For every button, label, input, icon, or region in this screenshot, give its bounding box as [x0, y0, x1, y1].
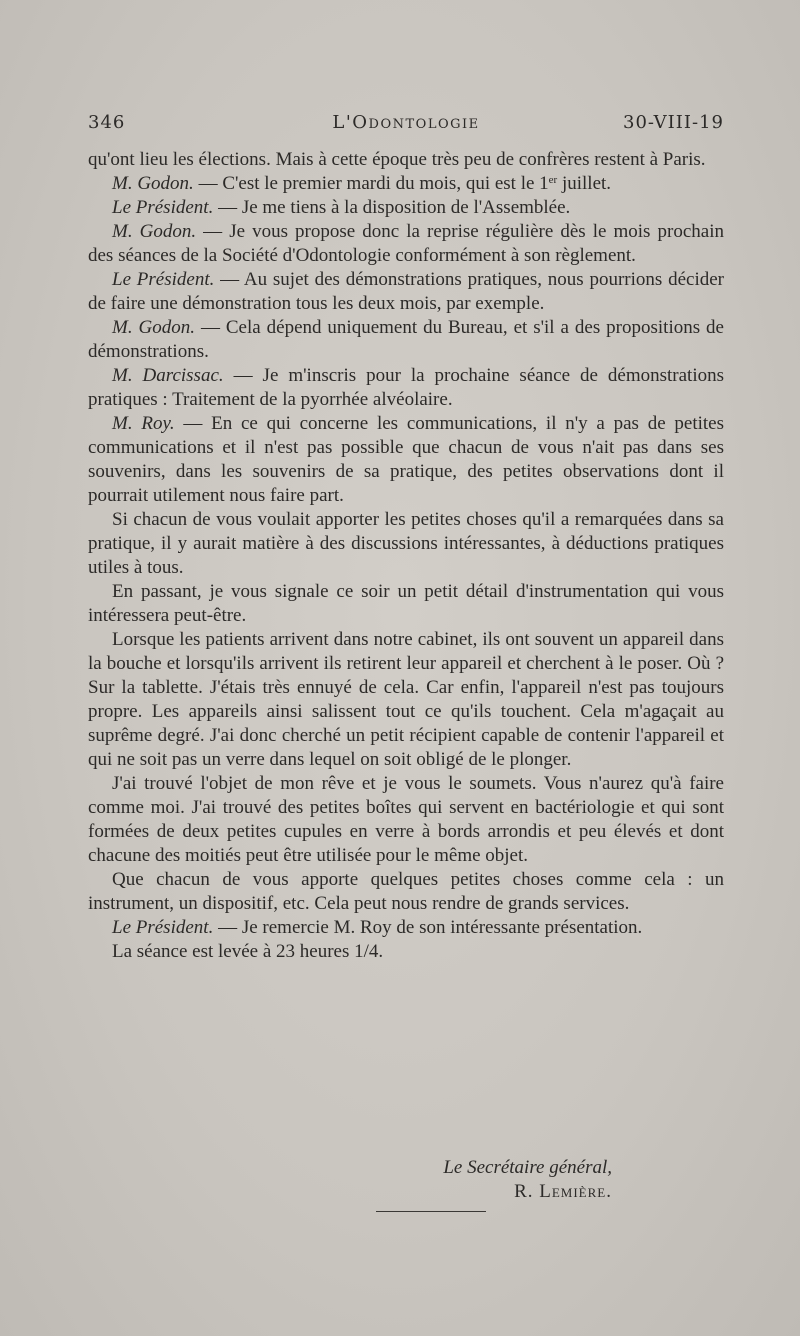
page [88, 112, 724, 1232]
paragraph: qu'ont lieu les élections. Mais à cette époque très peu de confrères restent à Paris. [88, 149, 706, 170]
paragraph: J'ai trouvé l'objet de mon rêve et je vous le soumets. Vous n'aurez qu'à faire comme moi. J'ai trouvé des petites boîtes qui servent en bactériologie et qui sont formées de deux petites cupules en verre à bords arrondis et peu élevés et dont chacune des moitiés peut être utilisée pour le même objet. [88, 773, 724, 866]
journal-title: L'Odontologie [332, 112, 480, 133]
speaker: Le Président. [112, 917, 214, 938]
speaker: M. Godon. [112, 221, 197, 242]
speaker: Le Président. [112, 269, 215, 290]
paragraph: M. Godon. — Je vous propose donc la reprise régulière dès le mois prochain des séances de la Société d'Odontologie conformément à son règlement. [88, 221, 724, 266]
paragraph: Si chacun de vous voulait apporter les petites choses qu'il a remarquées dans sa pratique, il y aurait matière à des discussions intéressantes, à déductions pratiques utiles à tous. [88, 509, 724, 578]
speaker: M. Godon. [112, 317, 195, 338]
paragraph: Le Président. — Au sujet des démonstrations pratiques, nous pourrions décider de faire une démonstration tous les deux mois, par exemple. [88, 269, 724, 314]
paragraph: Que chacun de vous apporte quelques petites choses comme cela : un instrument, un dispositif, etc. Cela peut nous rendre de grands services. [88, 869, 724, 914]
page-number: 346 [88, 112, 126, 133]
paragraph: M. Godon. — Cela dépend uniquement du Bureau, et s'il a des propositions de démonstrations. [88, 317, 724, 362]
article-body [88, 148, 724, 964]
paragraph: La séance est levée à 23 heures 1/4. [112, 941, 384, 962]
speaker: M. Godon. [112, 173, 194, 194]
signature-name: R. Lemière. [514, 1181, 612, 1202]
paragraph: Le Président. — Je me tiens à la disposition de l'Assemblée. [112, 197, 571, 218]
speaker: M. Roy. [112, 413, 175, 434]
running-header [88, 112, 724, 142]
paragraph: Le Président. — Je remercie M. Roy de son intéressante présentation. [112, 917, 643, 938]
signature-role: Le Secrétaire général, [443, 1157, 612, 1178]
issue-date: 30-VIII-19 [623, 112, 724, 133]
paragraph: Lorsque les patients arrivent dans notre cabinet, ils ont souvent un appareil dans la bouche et lorsqu'ils arrivent ils retirent leur appareil et cherchent à le poser. Où ? Sur la tablette. J'étais très ennuyé de cela. Car enfin, l'appareil n'est pas toujours propre. Les appareils ainsi salissent tout ce qu'ils touchent. Cela m'agaçait au suprême degré. J'ai donc cherché un petit récipient capable de contenir l'appareil et qui ne soit pas un verre dans lequel on soit obligé de le plonger. [88, 629, 724, 770]
signature-block [352, 1156, 612, 1204]
paragraph: M. Darcissac. — Je m'inscris pour la prochaine séance de démonstrations pratiques : Traitement de la pyorrhée alvéolaire. [88, 365, 724, 410]
paragraph: En passant, je vous signale ce soir un petit détail d'instrumentation qui vous intéressera peut-être. [88, 581, 724, 626]
closing-rule [376, 1211, 486, 1212]
paragraph: M. Roy. — En ce qui concerne les communications, il n'y a pas de petites communications et il n'est pas possible que chacun de vous n'ait pas dans ses souvenirs, dans les souvenirs de sa pratique, des petites observations dont il pourrait utilement nous faire part. [88, 413, 724, 506]
paragraph: M. Godon. — C'est le premier mardi du mois, qui est le 1er juillet. [112, 173, 612, 194]
speaker: Le Président. [112, 197, 214, 218]
speaker: M. Darcissac. [112, 365, 224, 386]
